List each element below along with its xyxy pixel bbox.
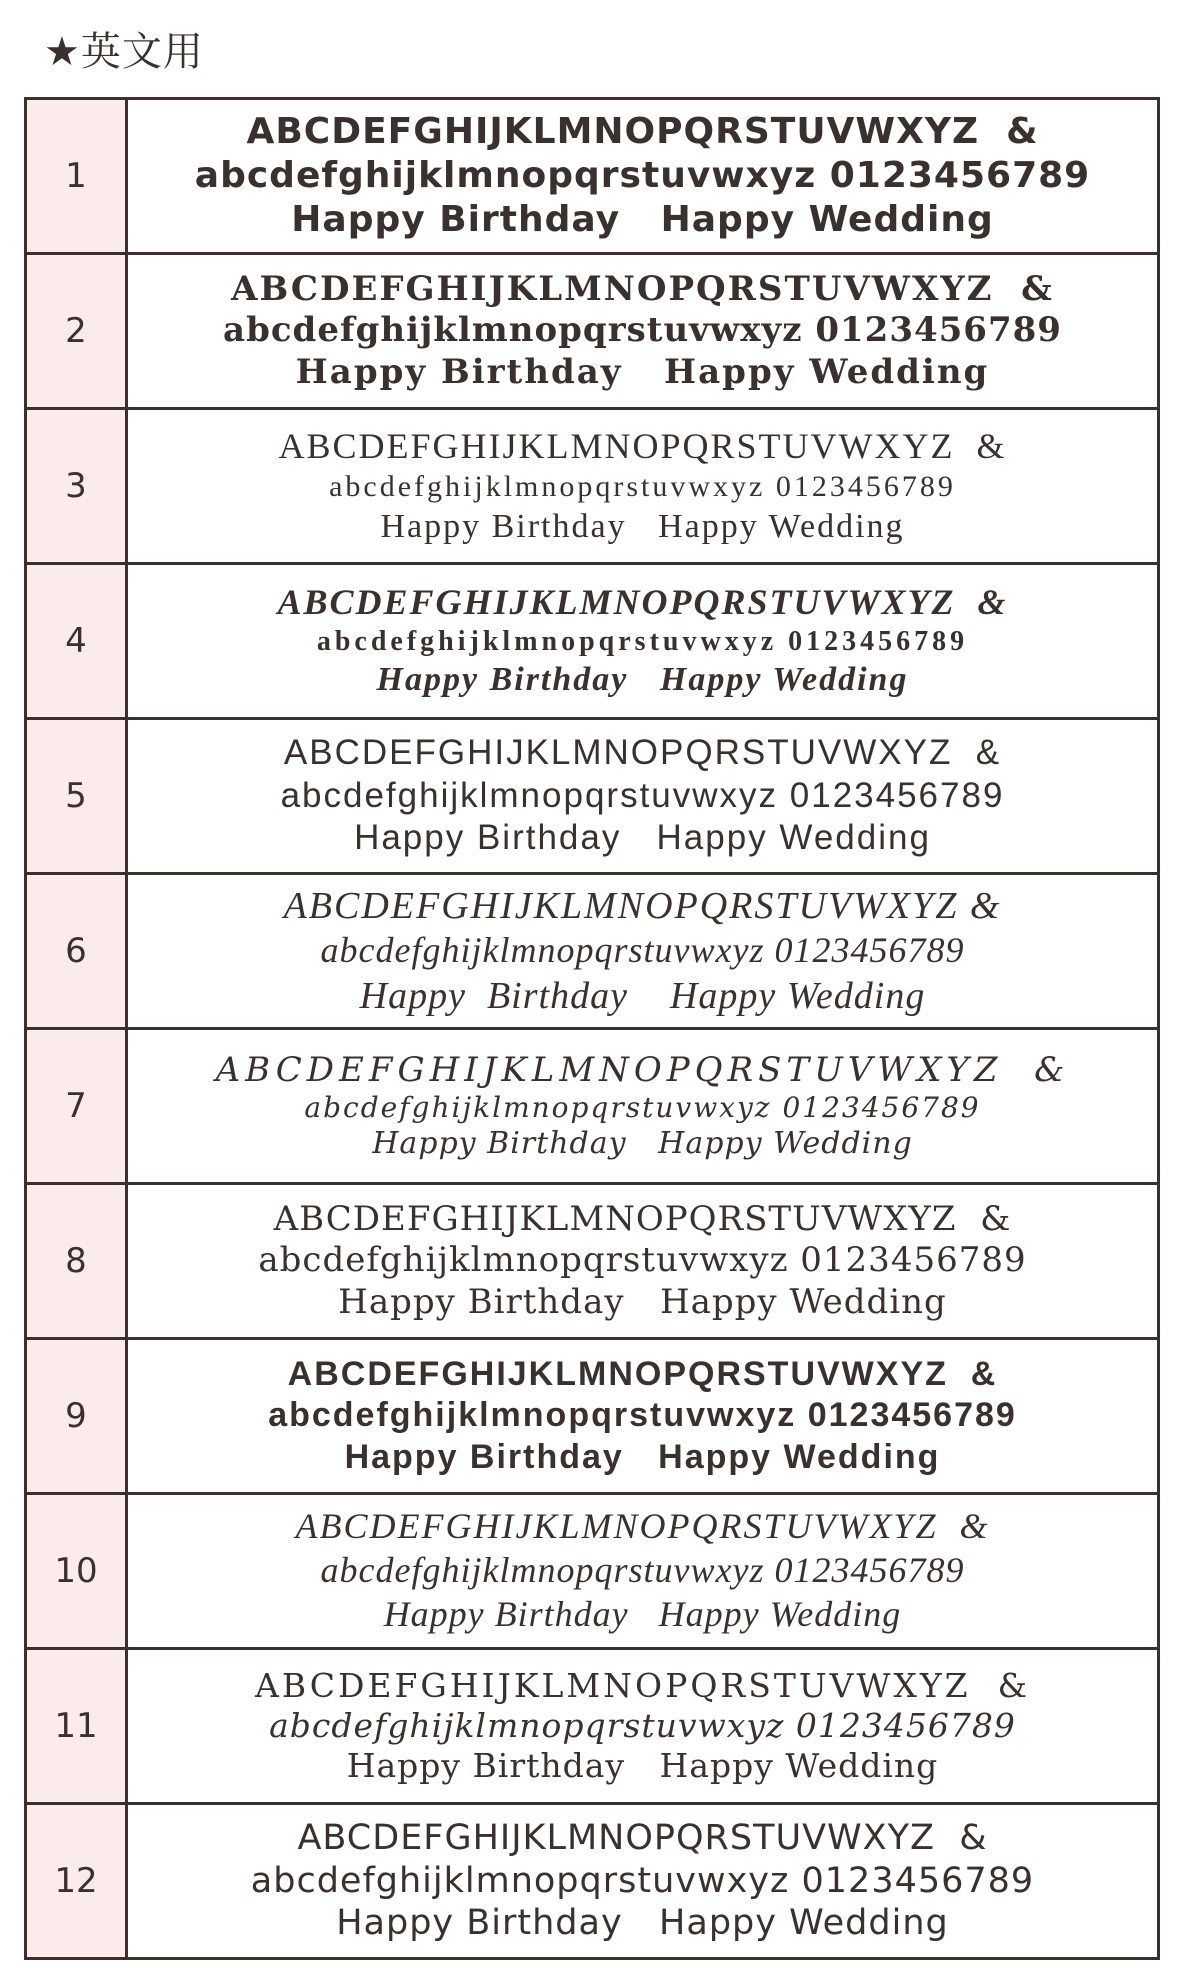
- uppercase-line: ABCDEFGHIJKLMNOPQRSTUVWXYZ &: [255, 1665, 1030, 1705]
- font-row-9: [27, 1340, 1157, 1495]
- font-number: 5: [27, 720, 128, 872]
- font-sample: [128, 720, 1157, 872]
- font-number: 3: [27, 410, 128, 562]
- font-number: 10: [27, 1495, 128, 1647]
- greeting-line: Happy Birthday Happy Wedding: [372, 1125, 913, 1161]
- greeting-line: Happy Birthday Happy Wedding: [336, 1903, 949, 1944]
- uppercase-line: ABCDEFGHIJKLMNOPQRSTUVWXYZ &: [273, 1198, 1012, 1239]
- greeting-line: Happy Birthday Happy Wedding: [344, 1437, 941, 1476]
- font-sample: [128, 100, 1157, 252]
- font-number: 1: [27, 100, 128, 252]
- font-sample: [128, 1030, 1157, 1182]
- font-row-4: [27, 565, 1157, 720]
- greeting-line: Happy Birthday Happy Wedding: [295, 351, 990, 392]
- uppercase-line: ABCDEFGHIJKLMNOPQRSTUVWXYZ &: [283, 884, 1002, 927]
- font-row-7: [27, 1030, 1157, 1185]
- uppercase-line: ABCDEFGHIJKLMNOPQRSTUVWXYZ &: [278, 426, 1007, 467]
- font-number: 12: [27, 1805, 128, 1957]
- uppercase-line: ABCDEFGHIJKLMNOPQRSTUVWXYZ &: [283, 732, 1002, 772]
- lowercase-digits-line: abcdefghijklmnopqrstuvwxyz 0123456789: [304, 1091, 981, 1125]
- lowercase-digits-line: abcdefghijklmnopqrstuvwxyz 0123456789: [329, 469, 956, 503]
- font-row-3: [27, 410, 1157, 565]
- lowercase-digits-line: abcdefghijklmnopqrstuvwxyz 0123456789: [320, 930, 965, 971]
- font-row-1: [27, 100, 1157, 255]
- greeting-line: Happy Birthday Happy Wedding: [338, 1281, 947, 1322]
- uppercase-line: ABCDEFGHIJKLMNOPQRSTUVWXYZ &: [297, 1817, 988, 1858]
- font-number: 11: [27, 1650, 128, 1802]
- uppercase-line: ABCDEFGHIJKLMNOPQRSTUVWXYZ &: [215, 1049, 1070, 1090]
- uppercase-line: ABCDEFGHIJKLMNOPQRSTUVWXYZ &: [246, 111, 1039, 153]
- greeting-line: Happy Birthday Happy Wedding: [383, 1593, 902, 1634]
- font-row-8: [27, 1185, 1157, 1340]
- uppercase-line: ABCDEFGHIJKLMNOPQRSTUVWXYZ &: [295, 1506, 990, 1547]
- font-sample: [128, 1650, 1157, 1802]
- font-sample: [128, 410, 1157, 562]
- greeting-line: Happy Birthday Happy Wedding: [380, 507, 905, 545]
- lowercase-digits-line: abcdefghijklmnopqrstuvwxyz 0123456789: [258, 1240, 1027, 1281]
- lowercase-digits-line: abcdefghijklmnopqrstuvwxyz 0123456789: [194, 155, 1091, 197]
- font-sample-table: [24, 97, 1160, 1960]
- font-sample: [128, 1805, 1157, 1957]
- font-number: 2: [27, 255, 128, 407]
- font-sample: [128, 255, 1157, 407]
- font-number: 4: [27, 565, 128, 717]
- font-row-12: [27, 1805, 1157, 1957]
- lowercase-digits-line: abcdefghijklmnopqrstuvwxyz 0123456789: [223, 310, 1062, 351]
- font-number: 6: [27, 875, 128, 1027]
- font-sample: [128, 1495, 1157, 1647]
- lowercase-digits-line: abcdefghijklmnopqrstuvwxyz 0123456789: [269, 1705, 1016, 1745]
- font-number: 7: [27, 1030, 128, 1182]
- greeting-line: Happy Birthday Happy Wedding: [359, 974, 926, 1017]
- greeting-line: Happy Birthday Happy Wedding: [291, 198, 994, 240]
- lowercase-digits-line: abcdefghijklmnopqrstuvwxyz 0123456789: [316, 626, 969, 658]
- greeting-line: Happy Birthday Happy Wedding: [354, 818, 931, 858]
- page-title: ★英文用: [44, 29, 204, 75]
- font-row-2: [27, 255, 1157, 410]
- font-row-6: [27, 875, 1157, 1030]
- font-sample: [128, 565, 1157, 717]
- uppercase-line: ABCDEFGHIJKLMNOPQRSTUVWXYZ &: [231, 268, 1054, 309]
- greeting-line: Happy Birthday Happy Wedding: [346, 1746, 939, 1786]
- font-number: 8: [27, 1185, 128, 1337]
- lowercase-digits-line: abcdefghijklmnopqrstuvwxyz 0123456789: [250, 1860, 1035, 1901]
- lowercase-digits-line: abcdefghijklmnopqrstuvwxyz 0123456789: [268, 1396, 1017, 1435]
- font-row-10: [27, 1495, 1157, 1650]
- lowercase-digits-line: abcdefghijklmnopqrstuvwxyz 0123456789: [280, 775, 1005, 815]
- font-sample: [128, 1185, 1157, 1337]
- font-row-11: [27, 1650, 1157, 1805]
- uppercase-line: ABCDEFGHIJKLMNOPQRSTUVWXYZ &: [277, 582, 1008, 623]
- lowercase-digits-line: abcdefghijklmnopqrstuvwxyz 0123456789: [320, 1550, 965, 1591]
- uppercase-line: ABCDEFGHIJKLMNOPQRSTUVWXYZ &: [287, 1354, 998, 1393]
- greeting-line: Happy Birthday Happy Wedding: [376, 661, 909, 699]
- font-sample: [128, 875, 1157, 1027]
- font-number: 9: [27, 1340, 128, 1492]
- font-sample: [128, 1340, 1157, 1492]
- font-row-5: [27, 720, 1157, 875]
